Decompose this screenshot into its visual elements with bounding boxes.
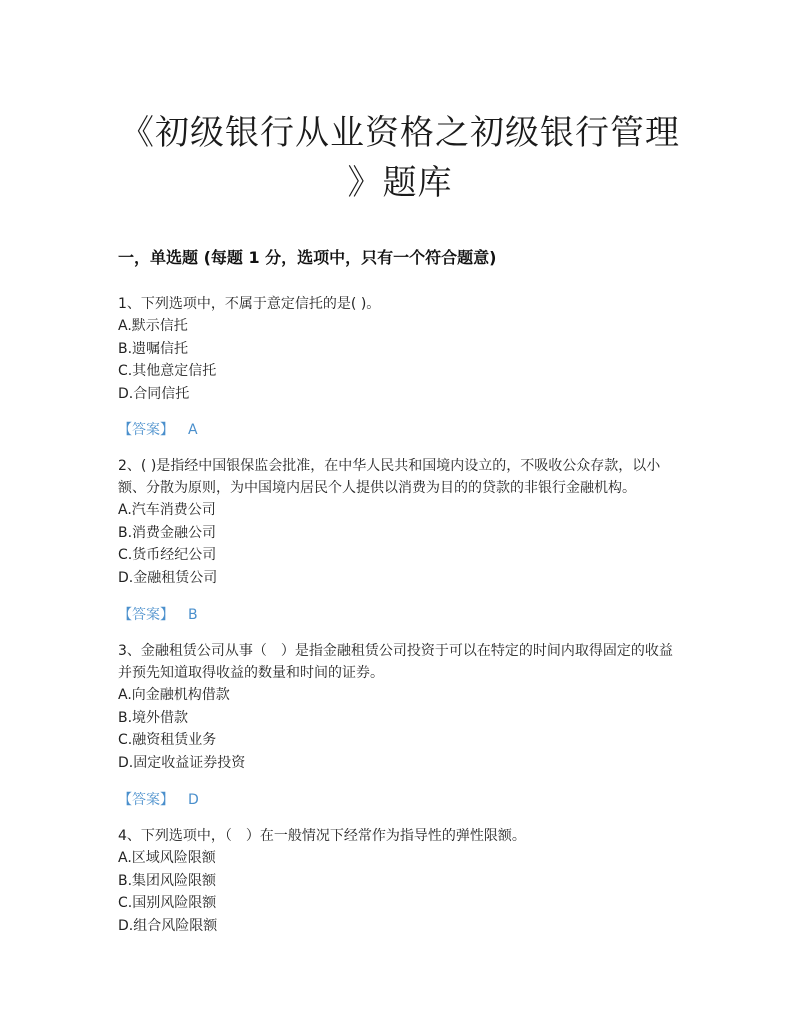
answer-2 (118, 604, 198, 626)
answer-value: B (188, 607, 198, 623)
option-d: D.金融租赁公司 (118, 569, 218, 586)
question-4 (118, 825, 678, 937)
answer-value: A (188, 422, 198, 438)
answer-label: 【答案】 (118, 607, 174, 623)
option-c: C.货币经纪公司 (118, 547, 217, 563)
option-d: D.固定收益证券投资 (118, 754, 246, 771)
answer-value: D (188, 792, 199, 808)
answer-label: 【答案】 (118, 792, 174, 808)
option-b: B.消费金融公司 (118, 524, 217, 541)
option-c: C.融资租赁业务 (118, 732, 217, 748)
question-stem: 2、( )是指经中国银保监会批准，在中华人民共和国境内设立的，不吸收公众存款，以小额、分散为原则，为中国境内居民个人提供以消费为目的的贷款的非银行金融机构。 (118, 458, 661, 496)
question-3 (118, 640, 678, 774)
option-a: A.汽车消费公司 (118, 502, 216, 518)
option-a: A.默示信托 (118, 318, 188, 334)
option-d: D.合同信托 (118, 385, 190, 402)
question-stem: 3、金融租赁公司从事（ ）是指金融租赁公司投资于可以在特定的时间内取得固定的收益并预先知道取得收益的数量和时间的证券。 (118, 643, 673, 681)
option-b: B.集团风险限额 (118, 872, 217, 889)
option-b: B.遗嘱信托 (118, 340, 189, 357)
answer-1 (118, 419, 198, 441)
section-heading: 一，单选题 (每题 1 分，选项中，只有一个符合题意) (118, 248, 497, 267)
title-line-2: 》题库 (347, 163, 453, 203)
answer-3 (118, 789, 199, 811)
document-title (100, 108, 700, 208)
option-c: C.其他意定信托 (118, 363, 217, 379)
question-1 (118, 293, 678, 405)
option-a: A.向金融机构借款 (118, 687, 230, 703)
option-c: C.国别风险限额 (118, 895, 217, 911)
question-stem: 1、下列选项中，不属于意定信托的是( )。 (118, 296, 381, 312)
question-stem: 4、下列选项中，（ ）在一般情况下经常作为指导性的弹性限额。 (118, 828, 526, 844)
title-line-1: 《初级银行从业资格之初级银行管理 (120, 113, 680, 153)
answer-label: 【答案】 (118, 422, 174, 438)
option-d: D.组合风险限额 (118, 917, 218, 934)
option-b: B.境外借款 (118, 709, 189, 726)
option-a: A.区域风险限额 (118, 850, 216, 866)
question-2 (118, 455, 678, 589)
